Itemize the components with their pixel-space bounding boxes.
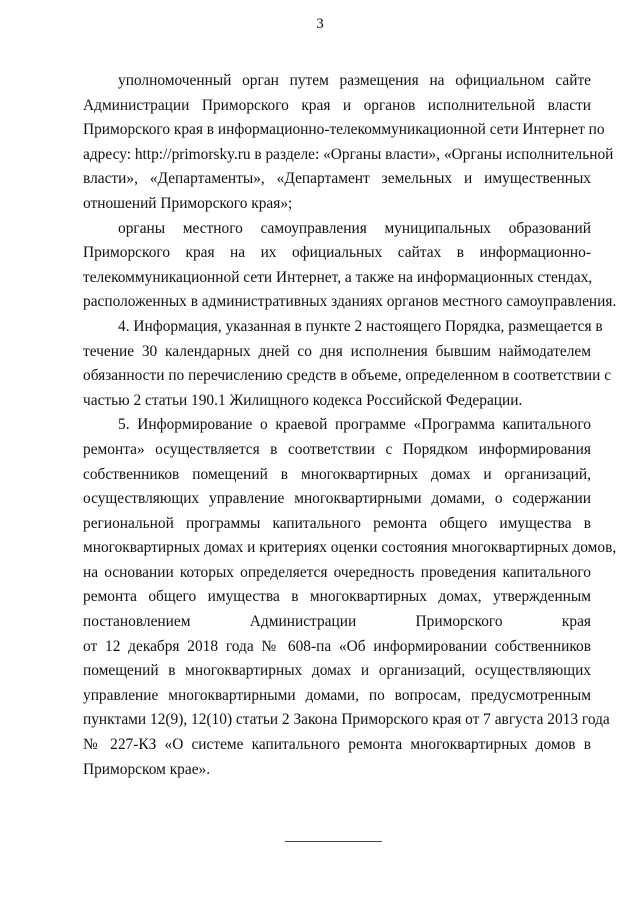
text-line: на основании которых определяется очередность проведения капитального — [83, 563, 591, 581]
text-line: ремонта общего имущества в многоквартирных домах, утвержденным — [83, 588, 591, 606]
text-line: № 227-КЗ «О системе капитального ремонта многоквартирных домов в — [83, 736, 591, 754]
text-line: пунктами 12(9), 12(10) статьи 2 Закона Приморского края от 7 августа 2013 года — [83, 711, 610, 729]
text-line: органы местного самоуправления муниципальных образований — [118, 219, 591, 237]
paragraph-item-4 — [83, 315, 612, 413]
text-line: ремонта» осуществляется в соответствии с Порядком информирования — [83, 440, 591, 458]
text-line: Приморского края на их официальных сайтах в информационно- — [83, 244, 591, 262]
text-line: телекоммуникационной сети Интернет, а также на информационных стендах, — [83, 268, 593, 286]
document-body — [83, 69, 617, 782]
text-line: адресу: http://primorsky.ru в разделе: «Органы власти», «Органы исполнительной — [83, 145, 614, 163]
text-line: течение 30 календарных дней со дня исполнения бывшим наймодателем — [83, 342, 591, 360]
text-line: региональной программы капитального ремонта общего имущества в — [83, 514, 591, 532]
text-line: от 12 декабря 2018 года № 608-па «Об информировании собственников — [83, 637, 591, 655]
paragraph-local-government — [83, 217, 617, 315]
text-line: обязанности по перечислению средств в объеме, определенном в соответствии с — [83, 367, 612, 385]
text-line: собственников помещений в многоквартирных домах и организаций, — [83, 465, 591, 483]
text-line: расположенных в административных зданиях органов местного самоуправления. — [83, 293, 617, 311]
text-line: Администрации Приморского края и органов исполнительной власти — [83, 96, 591, 114]
text-line: 4. Информация, указанная в пункте 2 настоящего Порядка, размещается в — [118, 317, 603, 335]
paragraph-publication-channels — [83, 69, 614, 217]
text-line: осуществляющих управление многоквартирными домами, о содержании — [83, 490, 591, 508]
text-line: уполномоченный орган путем размещения на официальном сайте — [118, 72, 591, 89]
text-line: помещений в многоквартирных домах и организаций, осуществляющих — [83, 662, 591, 680]
text-line: Приморского края в информационно-телекоммуникационной сети Интернет по — [83, 121, 605, 139]
text-line: частью 2 статьи 190.1 Жилищного кодекса Российской Федерации. — [83, 391, 523, 409]
page-number: 3 — [316, 16, 324, 32]
text-line: постановлением Администрации Приморского края — [83, 613, 591, 631]
end-of-document-separator — [285, 841, 382, 842]
text-line: власти», «Департаменты», «Департамент земельных и имущественных — [83, 170, 591, 188]
text-line: отношений Приморского края»; — [83, 194, 293, 212]
text-line: 5. Информирование о краевой программе «Программа капитального — [118, 416, 591, 434]
paragraph-item-5 — [83, 413, 617, 782]
text-line: Приморском крае». — [83, 760, 211, 778]
text-line: управление многоквартирными домами, по вопросам, предусмотренным — [83, 686, 591, 704]
text-line: многоквартирных домах и критериях оценки состояния многоквартирных домов, — [83, 539, 617, 557]
